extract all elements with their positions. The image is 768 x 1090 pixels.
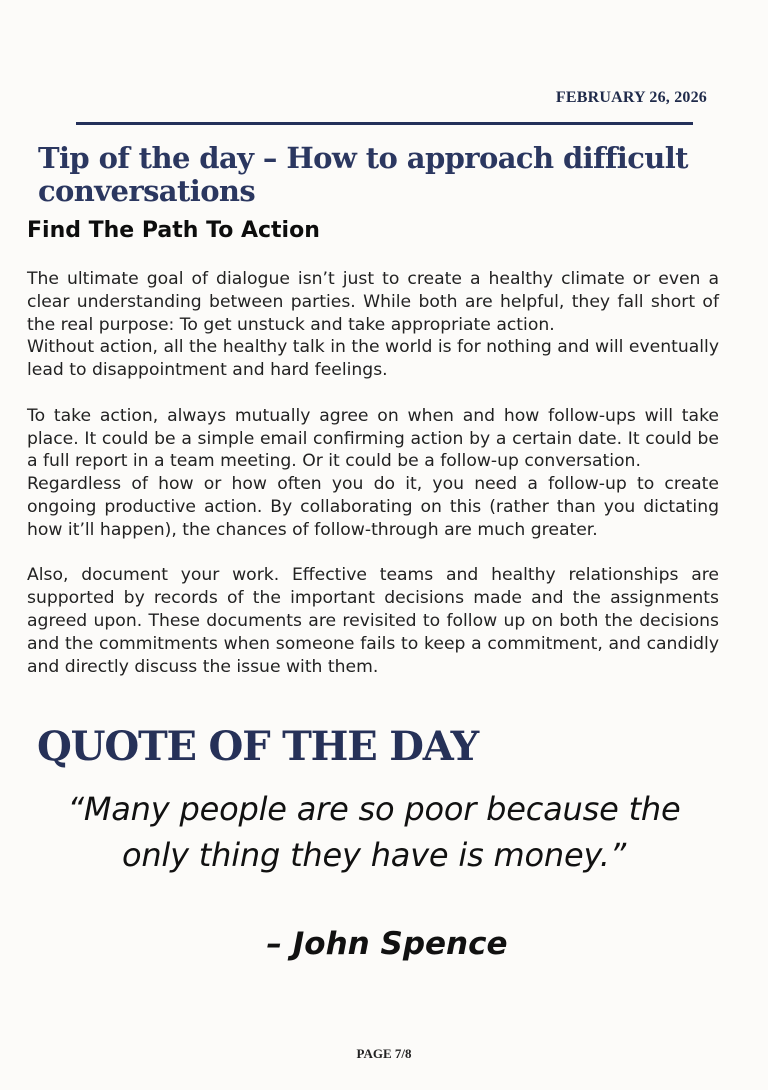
quote-heading: QUOTE OF THE DAY: [37, 723, 478, 770]
paragraph-spacer: [27, 542, 719, 565]
body-paragraph: Without action, all the healthy talk in the world is for nothing and will eventually lead to disappointment and hard feelings.: [27, 337, 719, 381]
body-paragraph: Regardless of how or how often you do it, you need a follow-up to create ongoing productive action. By collaborating on this (rather than you dictating how it’ll happen), the chances of follow-through are much greater.: [27, 474, 719, 540]
page-number: PAGE 7/8: [356, 1046, 412, 1061]
paragraph-spacer: [27, 382, 719, 405]
header-divider: [76, 122, 693, 125]
body-paragraph: Also, document your work. Effective teams and healthy relationships are supported by records of the important decisions made and the assignments agreed upon. These documents are revisited to follow up on both the decisions and the commitments when someone fails to keep a commitment, and candidly and directly discuss the issue with them.: [27, 565, 719, 677]
document-date: FEBRUARY 26, 2026: [555, 89, 707, 106]
body-paragraph: The ultimate goal of dialogue isn’t just to create a healthy climate or even a clear understanding between parties. While both are helpful, they fall short of the real purpose: To get unstuck and take appropriate action.: [27, 269, 719, 335]
quote-text: “Many people are so poor because the only thing they have is money.”: [67, 790, 681, 874]
body-paragraph: To take action, always mutually agree on when and how follow-ups will take place. It could be a simple email confirming action by a certain date. It could be a full report in a team meeting. Or it could be a follow-up conversation.: [27, 405, 719, 472]
section-subtitle: Find The Path To Action: [27, 218, 320, 243]
article-title: Tip of the day – How to approach difficult conversations: [38, 141, 688, 208]
quote-author: – John Spence: [266, 926, 508, 962]
article-body: [27, 268, 719, 678]
